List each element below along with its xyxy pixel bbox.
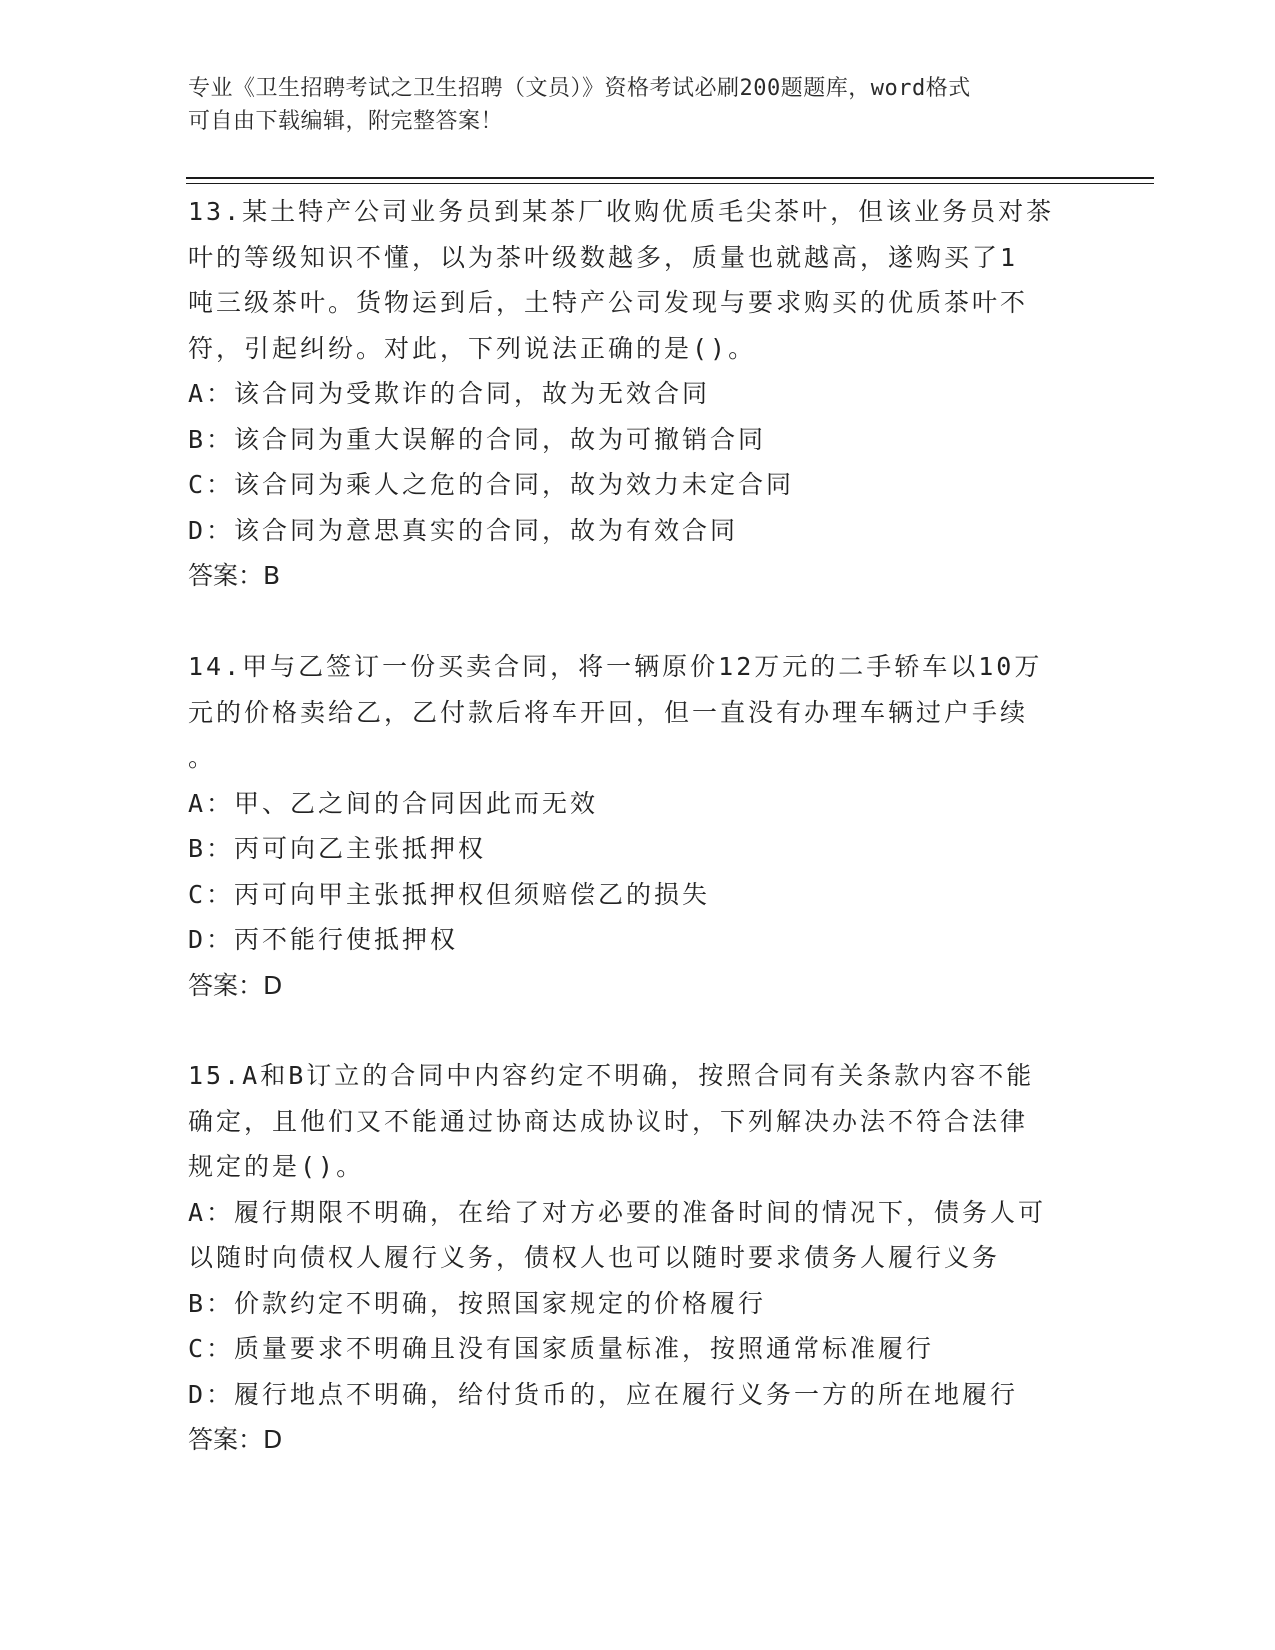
option-c: C：该合同为乘人之危的合同，故为效力未定合同 <box>188 470 795 499</box>
option-a: A：履行期限不明确，在给了对方必要的准备时间的情况下，债务人可 <box>188 1197 1047 1227</box>
question-stem-line: 15.A和B订立的合同中内容约定不明确，按照合同有关条款内容不能 <box>188 1061 1035 1090</box>
question-stem-line: 确定，且他们又不能通过协商达成协议时，下列解决办法不符合法律 <box>188 1106 1029 1136</box>
option-c: C：丙可向甲主张抵押权但须赔偿乙的损失 <box>188 879 711 909</box>
document-header <box>188 72 1068 138</box>
option-b: B：价款约定不明确，按照国家规定的价格履行 <box>188 1288 767 1318</box>
header-divider-thick <box>186 177 1154 179</box>
question-14 <box>188 644 1088 1008</box>
question-stem-line: 符，引起纠纷。对此，下列说法正确的是()。 <box>188 333 757 363</box>
option-a: A：该合同为受欺诈的合同，故为无效合同 <box>188 379 711 408</box>
question-15 <box>188 1053 1088 1463</box>
question-stem-line: 规定的是()。 <box>188 1152 365 1181</box>
option-d: D：履行地点不明确，给付货币的，应在履行义务一方的所在地履行 <box>188 1379 1019 1409</box>
question-13 <box>188 189 1088 599</box>
option-a: A：甲、乙之间的合同因此而无效 <box>188 788 599 818</box>
option-b: B：该合同为重大误解的合同，故为可撤销合同 <box>188 424 767 454</box>
question-stem-line: 叶的等级知识不懂，以为茶叶级数越多，质量也就越高，遂购买了1 <box>188 242 1019 272</box>
header-divider-thin <box>186 183 1154 184</box>
answer: 答案：B <box>188 561 281 590</box>
question-stem-line: 吨三级茶叶。货物运到后，土特产公司发现与要求购买的优质茶叶不 <box>188 288 1029 317</box>
header-line-1: 专业《卫生招聘考试之卫生招聘（文员）》资格考试必刷200题题库，word格式 <box>188 76 971 101</box>
header-line-2: 可自由下载编辑，附完整答案！ <box>188 109 504 134</box>
question-stem-line: 元的价格卖给乙，乙付款后将车开回，但一直没有办理车辆过户手续 <box>188 697 1029 727</box>
question-stem-line: 。 <box>188 743 217 772</box>
option-b: B：丙可向乙主张抵押权 <box>188 834 487 863</box>
option-a-continued: 以随时向债权人履行义务，债权人也可以随时要求债务人履行义务 <box>188 1243 1001 1272</box>
option-d: D：该合同为意思真实的合同，故为有效合同 <box>188 515 739 545</box>
answer: 答案：D <box>188 1425 283 1454</box>
option-c: C：质量要求不明确且没有国家质量标准，按照通常标准履行 <box>188 1334 935 1363</box>
option-d: D：丙不能行使抵押权 <box>188 925 459 954</box>
question-stem-line: 13.某土特产公司业务员到某茶厂收购优质毛尖茶叶，但该业务员对茶 <box>188 197 1055 226</box>
answer: 答案：D <box>188 970 283 1000</box>
question-stem-line: 14.甲与乙签订一份买卖合同，将一辆原价12万元的二手轿车以10万 <box>188 652 1043 681</box>
